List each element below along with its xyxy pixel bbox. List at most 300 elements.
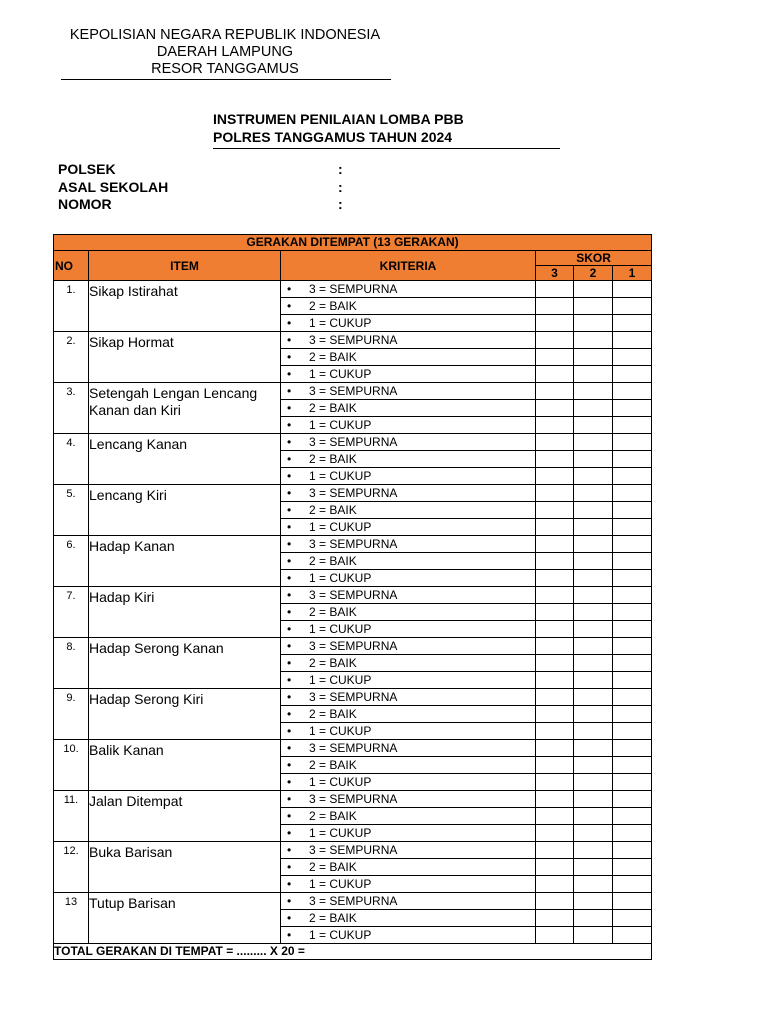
score-cell-2[interactable] [574,927,613,944]
table-row [54,536,652,553]
skor-col-1: 1 [613,266,652,281]
criteria-label: 2 = BAIK [309,350,357,364]
score-cell-1[interactable] [613,536,652,553]
score-cell-1[interactable] [613,298,652,315]
bullet-icon: • [287,418,292,432]
criteria-label: 2 = BAIK [309,860,357,874]
score-cell-3[interactable] [536,400,574,417]
bullet-icon: • [287,843,292,857]
bullet-icon: • [287,911,292,925]
score-cell-3[interactable] [536,553,574,570]
score-cell-3[interactable] [536,315,574,332]
criteria-cell [281,859,536,876]
score-cell-2[interactable] [574,842,613,859]
score-cell-3[interactable] [536,519,574,536]
score-cell-1[interactable] [613,587,652,604]
table-row [54,332,652,349]
score-cell-2[interactable] [574,740,613,757]
table-row [54,434,652,451]
criteria-cell [281,519,536,536]
criteria-label: 3 = SEMPURNA [309,741,398,755]
score-cell-3[interactable] [536,485,574,502]
score-cell-3[interactable] [536,417,574,434]
criteria-cell [281,604,536,621]
score-cell-2[interactable] [574,400,613,417]
table-row [54,638,652,655]
criteria-cell [281,842,536,859]
bullet-icon: • [287,520,292,534]
table-row [54,281,652,298]
skor-col-3: 3 [536,266,574,281]
criteria-cell [281,315,536,332]
bullet-icon: • [287,792,292,806]
bullet-icon: • [287,775,292,789]
row-item-name: Setengah Lengan Lencang Kanan dan Kiri [89,383,281,434]
score-cell-1[interactable] [613,910,652,927]
title-line-1: INSTRUMEN PENILAIAN LOMBA PBB [213,111,464,127]
score-cell-1[interactable] [613,468,652,485]
criteria-label: 2 = BAIK [309,554,357,568]
row-item-name: Sikap Hormat [89,332,281,383]
bullet-icon: • [287,299,292,313]
criteria-cell [281,502,536,519]
criteria-cell [281,366,536,383]
bullet-icon: • [287,928,292,942]
criteria-label: 1 = CUKUP [309,928,372,942]
bullet-icon: • [287,537,292,551]
row-item-name: Hadap Kanan [89,536,281,587]
criteria-label: 2 = BAIK [309,758,357,772]
score-cell-3[interactable] [536,808,574,825]
criteria-label: 2 = BAIK [309,452,357,466]
organization-header [55,27,395,78]
bullet-icon: • [287,690,292,704]
criteria-label: 1 = CUKUP [309,673,372,687]
col-header-skor: SKOR [536,251,652,266]
score-cell-3[interactable] [536,570,574,587]
bullet-icon: • [287,605,292,619]
score-cell-3[interactable] [536,876,574,893]
table-row [54,485,652,502]
score-cell-2[interactable] [574,774,613,791]
criteria-cell [281,587,536,604]
score-cell-1[interactable] [613,859,652,876]
score-cell-1[interactable] [613,332,652,349]
meta-asal-sekolah-colon: : [338,178,343,195]
bullet-icon: • [287,656,292,670]
skor-col-2: 2 [574,266,613,281]
score-cell-3[interactable] [536,672,574,689]
row-item-name: Balik Kanan [89,740,281,791]
score-cell-3[interactable] [536,332,574,349]
criteria-label: 3 = SEMPURNA [309,690,398,704]
score-cell-1[interactable] [613,876,652,893]
criteria-cell [281,570,536,587]
score-cell-2[interactable] [574,383,613,400]
criteria-cell [281,281,536,298]
score-cell-2[interactable] [574,366,613,383]
table-body [54,281,652,944]
score-cell-2[interactable] [574,519,613,536]
row-number: 4. [54,434,89,485]
criteria-cell [281,383,536,400]
bullet-icon: • [287,282,292,296]
meta-polsek-label: POLSEK [58,161,116,177]
table-row [54,383,652,400]
criteria-cell [281,757,536,774]
criteria-cell [281,910,536,927]
criteria-cell [281,672,536,689]
criteria-cell [281,791,536,808]
bullet-icon: • [287,350,292,364]
criteria-label: 1 = CUKUP [309,520,372,534]
score-cell-1[interactable] [613,927,652,944]
bullet-icon: • [287,741,292,755]
score-cell-1[interactable] [613,842,652,859]
score-cell-3[interactable] [536,757,574,774]
bullet-icon: • [287,707,292,721]
score-cell-1[interactable] [613,621,652,638]
score-cell-2[interactable] [574,298,613,315]
criteria-label: 2 = BAIK [309,299,357,313]
table-row [54,587,652,604]
row-number: 9. [54,689,89,740]
total-row: TOTAL GERAKAN DI TEMPAT = ......... X 20 = [54,944,652,960]
criteria-label: 3 = SEMPURNA [309,537,398,551]
org-divider [61,79,391,80]
meta-nomor [58,196,358,214]
criteria-label: 3 = SEMPURNA [309,282,398,296]
criteria-cell [281,417,536,434]
score-cell-1[interactable] [613,434,652,451]
row-number: 6. [54,536,89,587]
criteria-label: 2 = BAIK [309,401,357,415]
criteria-label: 3 = SEMPURNA [309,588,398,602]
score-cell-2[interactable] [574,757,613,774]
score-cell-1[interactable] [613,417,652,434]
score-cell-1[interactable] [613,315,652,332]
criteria-label: 3 = SEMPURNA [309,894,398,908]
table-row [54,740,652,757]
score-cell-3[interactable] [536,468,574,485]
row-item-name: Hadap Serong Kiri [89,689,281,740]
score-cell-3[interactable] [536,383,574,400]
score-cell-3[interactable] [536,740,574,757]
bullet-icon: • [287,860,292,874]
org-line-3: RESOR TANGGAMUS [151,61,299,77]
criteria-label: 1 = CUKUP [309,571,372,585]
score-cell-1[interactable] [613,281,652,298]
bullet-icon: • [287,486,292,500]
bullet-icon: • [287,826,292,840]
bullet-icon: • [287,571,292,585]
row-number: 8. [54,638,89,689]
row-item-name: Sikap Istirahat [89,281,281,332]
row-item-name: Hadap Serong Kanan [89,638,281,689]
score-cell-3[interactable] [536,927,574,944]
table-row [54,842,652,859]
score-cell-1[interactable] [613,706,652,723]
criteria-label: 2 = BAIK [309,656,357,670]
col-header-item: ITEM [89,251,281,281]
bullet-icon: • [287,316,292,330]
criteria-cell [281,927,536,944]
criteria-label: 3 = SEMPURNA [309,843,398,857]
criteria-label: 1 = CUKUP [309,316,372,330]
score-cell-1[interactable] [613,366,652,383]
score-cell-2[interactable] [574,468,613,485]
score-cell-1[interactable] [613,825,652,842]
table-row [54,893,652,910]
col-header-kriteria: KRITERIA [281,251,536,281]
score-cell-1[interactable] [613,451,652,468]
criteria-label: 3 = SEMPURNA [309,333,398,347]
bullet-icon: • [287,367,292,381]
criteria-label: 3 = SEMPURNA [309,384,398,398]
score-cell-2[interactable] [574,417,613,434]
row-number: 7. [54,587,89,638]
bullet-icon: • [287,758,292,772]
bullet-icon: • [287,809,292,823]
row-number: 1. [54,281,89,332]
score-cell-1[interactable] [613,519,652,536]
row-number: 11. [54,791,89,842]
criteria-cell [281,655,536,672]
score-cell-3[interactable] [536,825,574,842]
meta-nomor-colon: : [338,196,343,212]
score-cell-2[interactable] [574,689,613,706]
score-cell-1[interactable] [613,349,652,366]
row-item-name: Lencang Kiri [89,485,281,536]
criteria-label: 3 = SEMPURNA [309,435,398,449]
criteria-cell [281,298,536,315]
title-divider [213,148,560,149]
score-cell-1[interactable] [613,689,652,706]
score-cell-3[interactable] [536,587,574,604]
score-cell-1[interactable] [613,774,652,791]
score-cell-3[interactable] [536,689,574,706]
criteria-cell [281,349,536,366]
score-cell-2[interactable] [574,672,613,689]
bullet-icon: • [287,724,292,738]
criteria-label: 3 = SEMPURNA [309,639,398,653]
score-cell-1[interactable] [613,723,652,740]
criteria-cell [281,451,536,468]
meta-polsek [58,161,358,179]
score-cell-3[interactable] [536,706,574,723]
criteria-cell [281,434,536,451]
score-cell-2[interactable] [574,332,613,349]
score-cell-2[interactable] [574,910,613,927]
criteria-cell [281,893,536,910]
score-cell-3[interactable] [536,655,574,672]
score-cell-3[interactable] [536,723,574,740]
criteria-cell [281,621,536,638]
criteria-label: 2 = BAIK [309,809,357,823]
meta-asal-sekolah [58,179,358,197]
score-cell-1[interactable] [613,570,652,587]
score-cell-1[interactable] [613,808,652,825]
criteria-cell [281,468,536,485]
score-cell-1[interactable] [613,383,652,400]
criteria-cell [281,400,536,417]
criteria-label: 1 = CUKUP [309,367,372,381]
score-cell-3[interactable] [536,366,574,383]
criteria-cell [281,808,536,825]
score-cell-2[interactable] [574,791,613,808]
score-cell-2[interactable] [574,893,613,910]
criteria-cell [281,825,536,842]
criteria-cell [281,553,536,570]
criteria-label: 3 = SEMPURNA [309,486,398,500]
score-cell-2[interactable] [574,451,613,468]
score-cell-1[interactable] [613,893,652,910]
criteria-label: 1 = CUKUP [309,469,372,483]
score-cell-1[interactable] [613,502,652,519]
score-cell-3[interactable] [536,298,574,315]
criteria-label: 1 = CUKUP [309,877,372,891]
score-cell-3[interactable] [536,281,574,298]
row-number: 5. [54,485,89,536]
row-number: 3. [54,383,89,434]
score-cell-2[interactable] [574,502,613,519]
criteria-label: 1 = CUKUP [309,775,372,789]
criteria-cell [281,485,536,502]
score-cell-2[interactable] [574,315,613,332]
title-line-2: POLRES TANGGAMUS TAHUN 2024 [213,129,453,145]
score-cell-3[interactable] [536,910,574,927]
score-cell-1[interactable] [613,791,652,808]
score-cell-1[interactable] [613,655,652,672]
score-cell-2[interactable] [574,706,613,723]
row-item-name: Hadap Kiri [89,587,281,638]
document-title [213,110,464,146]
section-title: GERAKAN DITEMPAT (13 GERAKAN) [54,235,652,251]
row-number: 10. [54,740,89,791]
score-cell-2[interactable] [574,536,613,553]
bullet-icon: • [287,894,292,908]
criteria-label: 2 = BAIK [309,707,357,721]
score-cell-3[interactable] [536,621,574,638]
score-cell-2[interactable] [574,638,613,655]
meta-fields [58,161,358,214]
score-cell-2[interactable] [574,604,613,621]
bullet-icon: • [287,333,292,347]
bullet-icon: • [287,554,292,568]
bullet-icon: • [287,639,292,653]
score-cell-2[interactable] [574,621,613,638]
meta-asal-sekolah-label: ASAL SEKOLAH [58,178,169,195]
table-row [54,689,652,706]
criteria-cell [281,689,536,706]
score-cell-2[interactable] [574,723,613,740]
row-item-name: Jalan Ditempat [89,791,281,842]
score-cell-3[interactable] [536,859,574,876]
score-cell-2[interactable] [574,485,613,502]
score-cell-1[interactable] [613,553,652,570]
bullet-icon: • [287,452,292,466]
bullet-icon: • [287,384,292,398]
bullet-icon: • [287,622,292,636]
row-item-name: Tutup Barisan [89,893,281,944]
row-number: 13 [54,893,89,944]
score-cell-1[interactable] [613,400,652,417]
score-cell-2[interactable] [574,434,613,451]
score-cell-2[interactable] [574,825,613,842]
criteria-cell [281,706,536,723]
score-cell-2[interactable] [574,655,613,672]
score-cell-3[interactable] [536,604,574,621]
bullet-icon: • [287,469,292,483]
criteria-label: 2 = BAIK [309,911,357,925]
criteria-label: 1 = CUKUP [309,826,372,840]
org-line-2: DAERAH LAMPUNG [156,44,294,60]
score-cell-3[interactable] [536,536,574,553]
bullet-icon: • [287,503,292,517]
criteria-cell [281,332,536,349]
score-cell-3[interactable] [536,434,574,451]
score-cell-2[interactable] [574,876,613,893]
table-row [54,791,652,808]
criteria-label: 2 = BAIK [309,503,357,517]
criteria-cell [281,876,536,893]
org-line-1: KEPOLISIAN NEGARA REPUBLIK INDONESIA [69,27,381,43]
row-number: 12. [54,842,89,893]
criteria-cell [281,723,536,740]
bullet-icon: • [287,877,292,891]
assessment-table [53,234,652,960]
score-cell-3[interactable] [536,893,574,910]
score-cell-3[interactable] [536,349,574,366]
score-cell-2[interactable] [574,587,613,604]
score-cell-2[interactable] [574,349,613,366]
score-cell-1[interactable] [613,740,652,757]
score-cell-2[interactable] [574,281,613,298]
score-cell-2[interactable] [574,553,613,570]
bullet-icon: • [287,588,292,602]
score-cell-3[interactable] [536,451,574,468]
score-cell-1[interactable] [613,604,652,621]
score-cell-3[interactable] [536,502,574,519]
criteria-label: 3 = SEMPURNA [309,792,398,806]
criteria-label: 2 = BAIK [309,605,357,619]
col-header-no: NO [54,251,89,281]
bullet-icon: • [287,435,292,449]
bullet-icon: • [287,401,292,415]
row-number: 2. [54,332,89,383]
score-cell-3[interactable] [536,774,574,791]
score-cell-3[interactable] [536,638,574,655]
score-cell-3[interactable] [536,842,574,859]
row-item-name: Lencang Kanan [89,434,281,485]
score-cell-2[interactable] [574,570,613,587]
meta-nomor-label: NOMOR [58,196,112,212]
meta-polsek-colon: : [338,161,343,177]
criteria-cell [281,774,536,791]
score-cell-2[interactable] [574,808,613,825]
score-cell-3[interactable] [536,791,574,808]
score-cell-1[interactable] [613,757,652,774]
criteria-label: 1 = CUKUP [309,622,372,636]
criteria-cell [281,740,536,757]
criteria-cell [281,536,536,553]
score-cell-1[interactable] [613,485,652,502]
score-cell-1[interactable] [613,672,652,689]
bullet-icon: • [287,673,292,687]
criteria-label: 1 = CUKUP [309,418,372,432]
score-cell-2[interactable] [574,859,613,876]
score-cell-1[interactable] [613,638,652,655]
